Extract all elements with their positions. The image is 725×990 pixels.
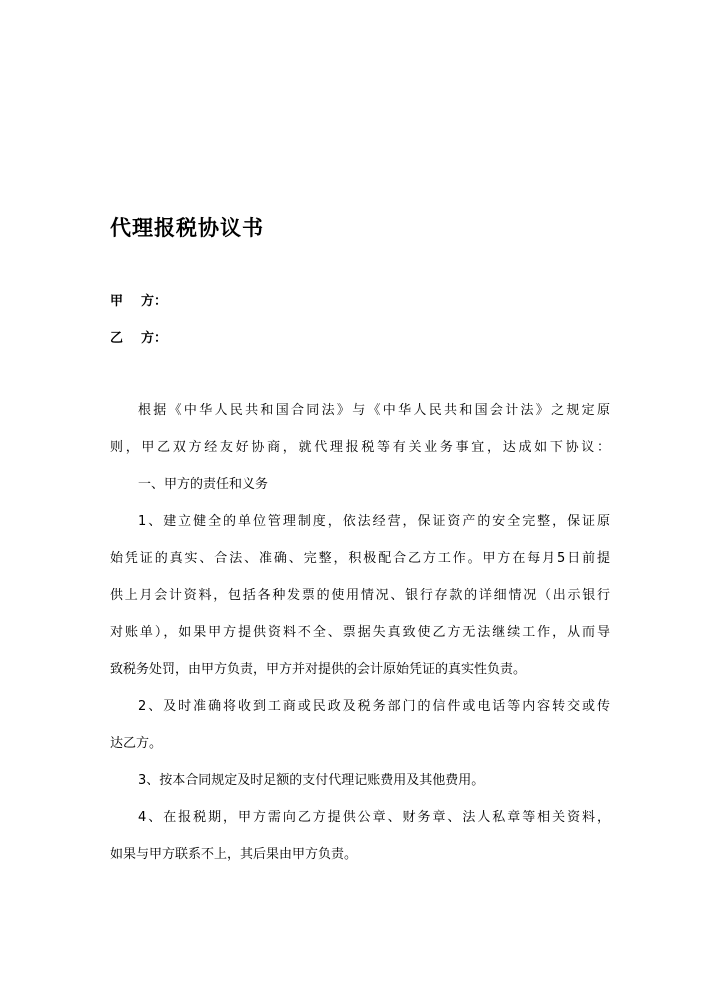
party-a-label xyxy=(110,290,167,309)
party-b-char: 乙 xyxy=(110,331,124,346)
body-line-2: 则，甲乙双方经友好协商，就代理报税等有关业务事宜，达成如下协议： xyxy=(110,440,610,455)
body-line-5: 始凭证的真实、合法、准确、完整，积极配合乙方工作。甲方在每月5日前提 xyxy=(110,551,610,566)
party-b-label xyxy=(110,327,167,346)
body-line-10: 达乙方。 xyxy=(110,736,163,751)
party-a-suffix: 方： xyxy=(141,294,168,309)
party-a-char: 甲 xyxy=(110,294,124,309)
body-line-8: 致税务处罚，由甲方负责，甲方并对提供的会计原始凭证的真实性负责。 xyxy=(110,662,527,677)
section-heading: 一、甲方的责任和义务 xyxy=(138,477,269,492)
body-line-7: 对账单），如果甲方提供资料不全、票据失真致使乙方无法继续工作，从而导 xyxy=(110,625,610,640)
body-line-1: 根据《中华人民共和国合同法》与《中华人民共和国会计法》之规定原 xyxy=(138,403,610,418)
body-line-4: 1、建立健全的单位管理制度，依法经营，保证资产的安全完整，保证原 xyxy=(138,514,610,529)
body-line-11: 3、按本合同规定及时足额的支付代理记账费用及其他费用。 xyxy=(138,773,485,788)
body-line-6: 供上月会计资料，包括各种发票的使用情况、银行存款的详细情况（出示银行 xyxy=(110,588,610,603)
body-line-9: 2、及时准确将收到工商或民政及税务部门的信件或电话等内容转交或传 xyxy=(138,699,610,714)
document-title: 代理报税协议书 xyxy=(110,215,264,240)
party-b-suffix: 方： xyxy=(141,331,168,346)
body-line-12: 4、在报税期，甲方需向乙方提供公章、财务章、法人私章等相关资料， xyxy=(138,810,610,825)
body-line-13: 如果与甲方联系不上，其后果由甲方负责。 xyxy=(110,847,358,862)
